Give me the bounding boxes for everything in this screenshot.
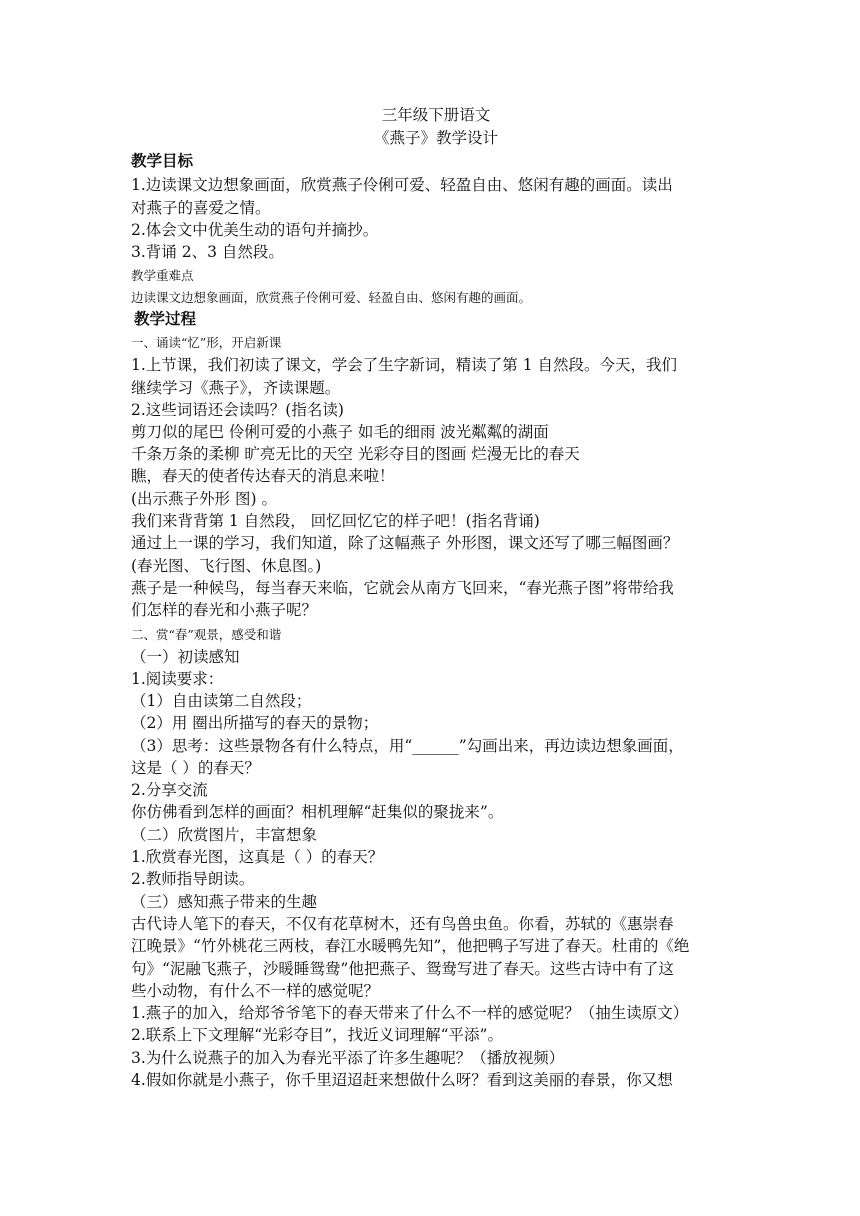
process-line: 句》“泥融飞燕子，沙暖睡鸳鸯”他把燕子、鸳鸯写进了春天。这些古诗中有了这	[131, 960, 674, 978]
vocab-line: 剪刀似的尾巴 伶俐可爱的小燕子 如毛的细雨 波光粼粼的湖面	[131, 423, 549, 441]
process-line: 瞧，春天的使者传达春天的消息来啦！	[131, 467, 395, 485]
process-line: 4.假如你就是小燕子，你千里迢迢赶来想做什么呀？看到这美丽的春景，你又想	[131, 1071, 673, 1089]
title-line-2: 《燕子》教学设计	[373, 129, 498, 147]
objective-line: 对燕子的喜爱之情。	[131, 199, 271, 217]
process-line: 这是（ ）的春天？	[131, 759, 260, 777]
objective-line: 3.背诵 2、3 自然段。	[131, 243, 284, 261]
objective-line: 2.体会文中优美生动的语句并摘抄。	[131, 221, 379, 239]
process-line: 2.这些词语还会读吗？(指名读)	[131, 401, 344, 419]
subsection-heading: （二）欣赏图片，丰富想象	[131, 826, 318, 844]
process-line: 我们来背背第 1 自然段， 回忆回忆它的样子吧！(指名背诵)	[131, 512, 540, 530]
process-line: 1.欣赏春光图，这真是（ ）的春天？	[131, 848, 384, 866]
process-line: 些小动物，有什么不一样的感觉呢？	[131, 982, 380, 1000]
process-line: 江晚景》“竹外桃花三两枝，春江水暖鸭先知”，他把鸭子写进了春天。杜甫的《绝	[131, 937, 690, 955]
process-line: 2.分享交流	[131, 781, 208, 799]
process-heading: 教学过程	[134, 310, 197, 328]
title-line-1: 三年级下册语文	[381, 106, 491, 124]
vocab-line: 千条万条的柔柳 旷亮无比的天空 光彩夺目的图画 烂漫无比的春天	[131, 445, 580, 463]
process-line: 燕子是一种候鸟，每当春天来临，它就会从南方飞回来，“春光燕子图”将带给我	[131, 579, 674, 597]
objectives-heading: 教学目标	[131, 152, 194, 170]
process-line: 通过上一课的学习，我们知道，除了这幅燕子 外形图，课文还写了哪三幅图画？	[131, 534, 679, 552]
key-points-text: 边读课文边想象画面，欣赏燕子伶俐可爱、轻盈自由、悠闲有趣的画面。	[131, 290, 532, 305]
subsection-heading: （三）感知燕子带来的生趣	[131, 893, 318, 911]
process-line: 2.联系上下文理解“光彩夺目”，找近义词理解“平添”。	[131, 1026, 503, 1044]
process-line: 1.阅读要求：	[131, 670, 224, 688]
key-points-heading: 教学重难点	[131, 268, 194, 283]
objective-line: 1.边读课文边想象画面，欣赏燕子伶俐可爱、轻盈自由、悠闲有趣的画面。读出	[131, 176, 673, 194]
process-line: （1）自由读第二自然段；	[131, 692, 312, 710]
subsection-heading: （一）初读感知	[131, 648, 240, 666]
process-line: 古代诗人笔下的春天，不仅有花草树木，还有鸟兽虫鱼。你看，苏轼的《惠崇春	[131, 915, 674, 933]
process-line: 继续学习《燕子》，齐读课题。	[131, 379, 341, 397]
process-line: 3.为什么说燕子的加入为春光平添了许多生趣呢？（播放视频）	[131, 1049, 565, 1067]
process-line: （2）用 圈出所描写的春天的景物；	[131, 714, 379, 732]
process-line: 1.上节课，我们初读了课文，学会了生字新词，精读了第 1 自然段。今天，我们	[131, 356, 678, 374]
process-line: （3）思考：这些景物各有什么特点，用“______”勾画出来，再边读边想象画面，	[131, 737, 684, 755]
section-heading: 一、诵读“忆”形，开启新课	[131, 335, 282, 350]
process-line: (春光图、飞行图、休息图。)	[131, 557, 322, 575]
process-line: 们怎样的春光和小燕子呢？	[131, 601, 318, 619]
process-line: (出示燕子外形 图) 。	[131, 490, 277, 508]
process-line: 你仿佛看到怎样的画面？相机理解“赶集似的聚拢来”。	[131, 803, 504, 821]
process-line: 2.教师指导朗读。	[131, 870, 255, 888]
section-heading: 二、赏“春”观景，感受和谐	[131, 627, 282, 642]
process-line: 1.燕子的加入，给郑爷爷笔下的春天带来了什么不一样的感觉呢？（抽生读原文）	[131, 1004, 689, 1022]
